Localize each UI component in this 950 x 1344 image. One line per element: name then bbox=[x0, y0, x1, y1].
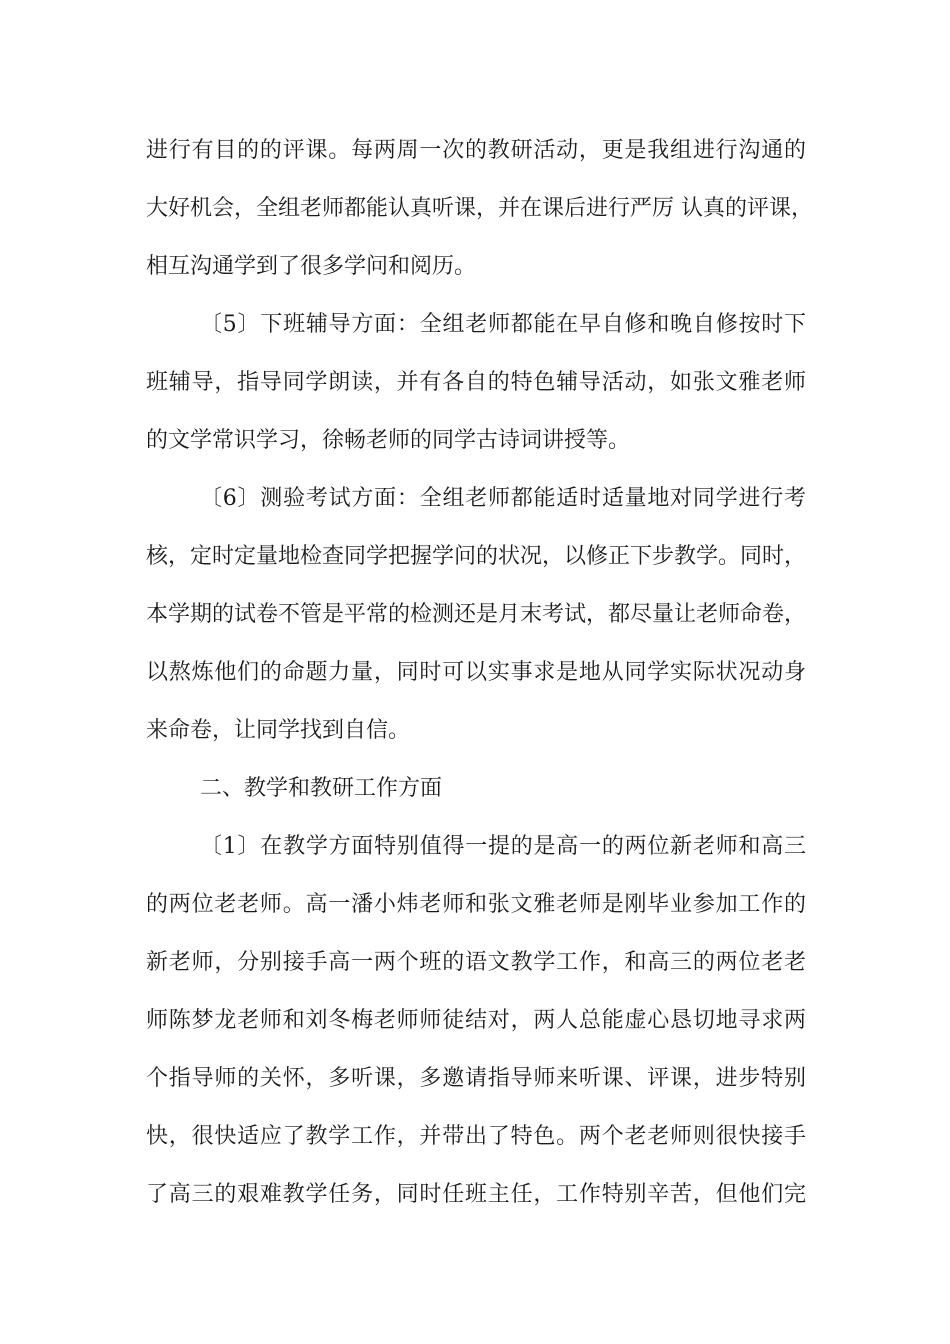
body-text bbox=[146, 128, 813, 1230]
text-line: 的两位老老师。高一潘小炜老师和张文雅老师是刚毕业参加工作的 bbox=[146, 892, 806, 917]
paragraph-start-line: 〔6〕测验考试方面：全组老师都能适时适量地对同学进行考 bbox=[200, 486, 806, 511]
text-line: 了高三的艰难教学任务，同时任班主任，工作特别辛苦，但他们完 bbox=[146, 1182, 806, 1207]
paragraph-start-line: 〔1〕在教学方面特别值得一提的是高一的两位新老师和高三 bbox=[200, 834, 806, 859]
text-line: 大好机会，全组老师都能认真听课，并在课后进行严厉 认真的评课， bbox=[146, 196, 813, 221]
text-line: 核，定时定量地检查同学把握学问的状况，以修正下步教学。同时， bbox=[146, 544, 807, 569]
text-line: 师陈梦龙老师和刘冬梅老师师徒结对，两人总能虚心恳切地寻求两 bbox=[146, 1008, 806, 1033]
section-heading: 二、教学和教研工作方面 bbox=[200, 776, 443, 801]
text-line: 新老师，分别接手高一两个班的语文教学工作，和高三的两位老老 bbox=[146, 950, 806, 975]
text-line: 快，很快适应了教学工作，并带出了特色。两个老老师则很快接手 bbox=[146, 1124, 806, 1149]
paragraph-start-line: 〔5〕下班辅导方面：全组老师都能在早自修和晚自修按时下 bbox=[200, 312, 806, 337]
text-line: 本学期的试卷不管是平常的检测还是月末考试，都尽量让老师命卷， bbox=[146, 602, 807, 627]
text-line: 来命卷，让同学找到自信。 bbox=[146, 718, 411, 743]
text-line: 个指导师的关怀，多听课，多邀请指导师来听课、评课，进步特别 bbox=[146, 1066, 806, 1091]
text-line: 的文学常识学习，徐畅老师的同学古诗词讲授等。 bbox=[146, 428, 631, 453]
text-line: 以熬炼他们的命题力量，同时可以实事求是地从同学实际状况动身 bbox=[146, 660, 806, 685]
text-line: 班辅导，指导同学朗读，并有各自的特色辅导活动，如张文雅老师 bbox=[146, 370, 806, 395]
text-line: 相互沟通学到了很多学问和阅历。 bbox=[146, 254, 477, 279]
text-line: 进行有目的的评课。每两周一次的教研活动，更是我组进行沟通的 bbox=[146, 138, 806, 163]
